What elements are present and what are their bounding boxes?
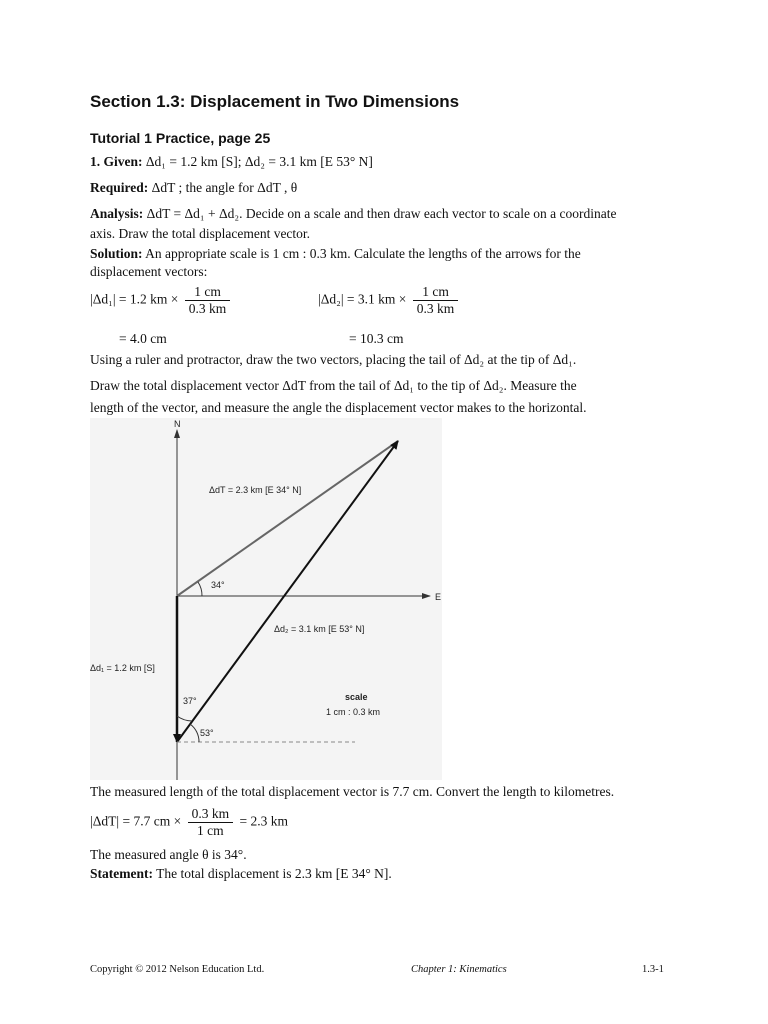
solution-line: [90, 246, 581, 262]
analysis-line: [90, 206, 617, 222]
convert-equation: [90, 806, 288, 839]
solution-text-2: displacement vectors:: [90, 264, 208, 279]
footer-page-number: 1.3-1: [642, 964, 664, 975]
convert-lhs: |ΔdT| = 7.7 cm ×: [90, 813, 182, 829]
angle-37-label: 37°: [183, 696, 197, 706]
calc-d1-result: = 4.0 cm: [119, 331, 167, 346]
instruction-1: Using a ruler and protractor, draw the two vectors, placing the tail of Δd₂ at the tip of Δd₁.: [90, 352, 577, 367]
convert-fraction: [188, 806, 234, 839]
calc-d2: [318, 284, 461, 317]
calc-d2-lhs: |Δd₂| = 3.1 km ×: [318, 291, 407, 307]
footer-chapter: Chapter 1: Kinematics: [411, 964, 507, 975]
angle-53-label: 53°: [200, 728, 214, 738]
convert-result: = 2.3 km: [239, 813, 288, 829]
measured-length-text: The measured length of the total displacement vector is 7.7 cm. Convert the length to kilometres.: [90, 784, 615, 799]
displacement-diagram: [90, 418, 442, 780]
solution-text: An appropriate scale is 1 cm : 0.3 km. Calculate the lengths of the arrows for the: [145, 246, 581, 261]
required-line: [90, 180, 297, 196]
tutorial-title: Tutorial 1 Practice, page 25: [90, 130, 271, 146]
calc-d1-numerator: 1 cm: [185, 284, 231, 301]
footer-copyright: Copyright © 2012 Nelson Education Ltd.: [90, 964, 265, 975]
required-label: Required:: [90, 180, 149, 195]
d2-label: Δd₂ = 3.1 km [E 53° N]: [274, 624, 365, 634]
given-text: Δd₁ = 1.2 km [S]; Δd₂ = 3.1 km [E 53° N]: [145, 154, 373, 169]
instruction-2b: length of the vector, and measure the angle the displacement vector makes to the horizontal.: [90, 400, 587, 415]
east-label: E: [435, 592, 442, 602]
analysis-text-2: axis. Draw the total displacement vector.: [90, 226, 311, 241]
calc-d1-lhs: |Δd₁| = 1.2 km ×: [90, 291, 179, 307]
instruction-2a: Draw the total displacement vector ΔdT from the tail of Δd₁ to the tip of Δd₂. Measure the: [90, 378, 577, 393]
convert-numerator: 0.3 km: [188, 806, 234, 823]
solution-label: Solution:: [90, 246, 143, 261]
calc-d1-denominator: 0.3 km: [188, 301, 227, 316]
calc-d1: [90, 284, 233, 317]
calc-d2-result: = 10.3 cm: [349, 331, 404, 346]
given-label: 1. Given:: [90, 154, 143, 169]
north-label: N: [174, 419, 181, 429]
d1-label: Δd₁ = 1.2 km [S]: [90, 663, 155, 673]
section-title: Section 1.3: Displacement in Two Dimensions: [90, 92, 460, 111]
calc-d2-denominator: 0.3 km: [416, 301, 455, 316]
given-line: [90, 154, 373, 170]
analysis-label: Analysis:: [90, 206, 144, 221]
analysis-equation: ΔdT = Δd₁ + Δd₂: [146, 206, 240, 221]
statement-line: [90, 866, 392, 882]
calc-d2-numerator: 1 cm: [413, 284, 459, 301]
diagram-background: [90, 418, 442, 780]
scale-title: scale: [345, 692, 368, 702]
calc-d2-fraction: [413, 284, 459, 317]
statement-label: Statement:: [90, 866, 153, 881]
calc-d1-fraction: [185, 284, 231, 317]
convert-denominator: 1 cm: [197, 823, 224, 838]
analysis-text: . Decide on a scale and then draw each vector to scale on a coordinate: [239, 206, 617, 221]
dT-label: ΔdT = 2.3 km [E 34° N]: [209, 485, 302, 495]
scale-value: 1 cm : 0.3 km: [326, 707, 381, 717]
required-text: ΔdT ; the angle for ΔdT , θ: [151, 180, 298, 195]
measured-angle: The measured angle θ is 34°.: [90, 847, 247, 862]
angle-34-label: 34°: [211, 580, 225, 590]
statement-text: The total displacement is 2.3 km [E 34° N].: [156, 866, 392, 881]
